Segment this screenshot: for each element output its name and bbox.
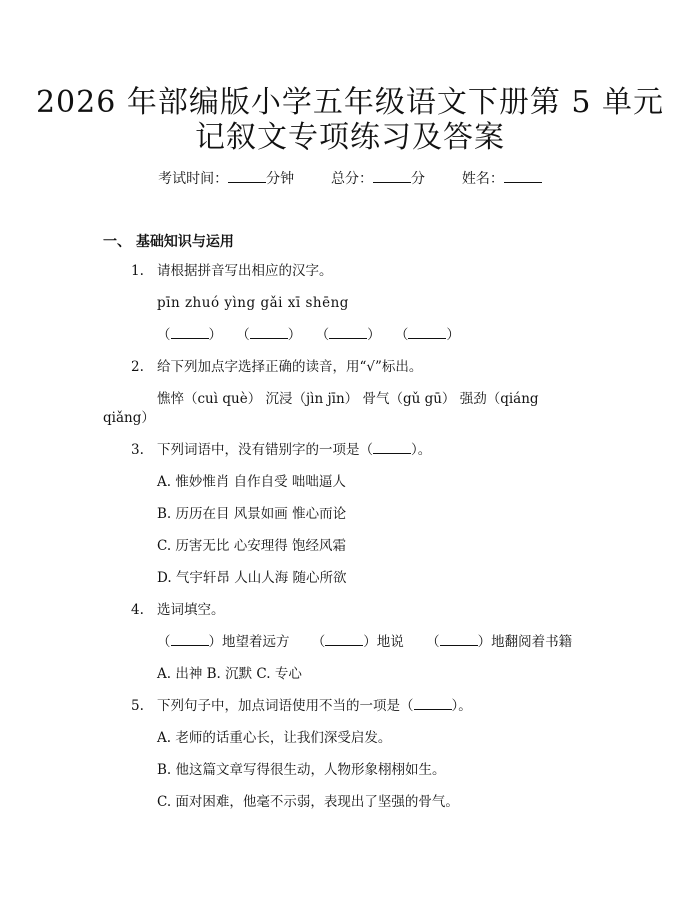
option-c: C. 历害无比 心安理得 饱经风霜 <box>157 538 347 554</box>
pinyin-line: pīn zhuó yìng gǎi xī shēng <box>157 295 349 311</box>
time-blank <box>228 170 266 183</box>
option-a: A. 老师的话重心长，让我们深受启发。 <box>157 730 392 746</box>
name-blank <box>504 170 542 183</box>
time-unit: 分钟 <box>266 171 295 187</box>
option-a: A. 惟妙惟肖 自作自受 咄咄逼人 <box>157 474 346 490</box>
word-options: A. 出神 B. 沉默 C. 专心 <box>157 666 302 682</box>
question-number: 3. <box>131 442 144 458</box>
question-text: 选词填空。 <box>157 602 225 618</box>
option-c: C. 面对困难，他毫不示弱，表现出了坚强的骨气。 <box>157 794 459 810</box>
name-label: 姓名： <box>461 171 504 187</box>
question-number: 1. <box>131 263 144 279</box>
question-text: 请根据拼音写出相应的汉字。 <box>157 263 333 279</box>
time-label: 考试时间： <box>158 171 229 187</box>
option-d: D. 气宇轩昂 人山人海 随心所欲 <box>157 570 347 586</box>
question-number: 2. <box>131 359 144 375</box>
exam-meta <box>0 170 700 188</box>
fill-in-line: （ ）地望着远方 （ ）地说 （ ）地翻阅着书籍 <box>157 634 573 650</box>
option-b: B. 他这篇文章写得很生动，人物形象栩栩如生。 <box>157 762 446 778</box>
question-text: 给下列加点字选择正确的读音，用“√”标出。 <box>157 359 423 375</box>
reading-options-line1: 憔悴（cuì què） 沉浸（jìn jīn） 骨气（gǔ gū） 强劲（qiáng <box>157 391 539 407</box>
question-number: 5. <box>131 698 144 714</box>
page-title-line1: 2026 年部编版小学五年级语文下册第 5 单元 <box>35 85 665 120</box>
question-text: 下列词语中，没有错别字的一项是（ ）。 <box>157 442 432 458</box>
score-label: 总分： <box>331 171 373 187</box>
question-text: 下列句子中，加点词语使用不当的一项是（ ）。 <box>157 698 472 714</box>
question-number: 4. <box>131 602 144 618</box>
score-blank <box>373 170 411 183</box>
section-title: 一、 基础知识与运用 <box>103 234 234 250</box>
answer-blanks: （ ） （ ） （ ） （ ） <box>157 327 460 343</box>
reading-options-line2: qiǎng） <box>103 410 155 426</box>
score-unit: 分 <box>411 171 425 187</box>
option-b: B. 历历在目 风景如画 惟心而论 <box>157 506 347 522</box>
page-title-line2: 记叙文专项练习及答案 <box>195 120 505 155</box>
